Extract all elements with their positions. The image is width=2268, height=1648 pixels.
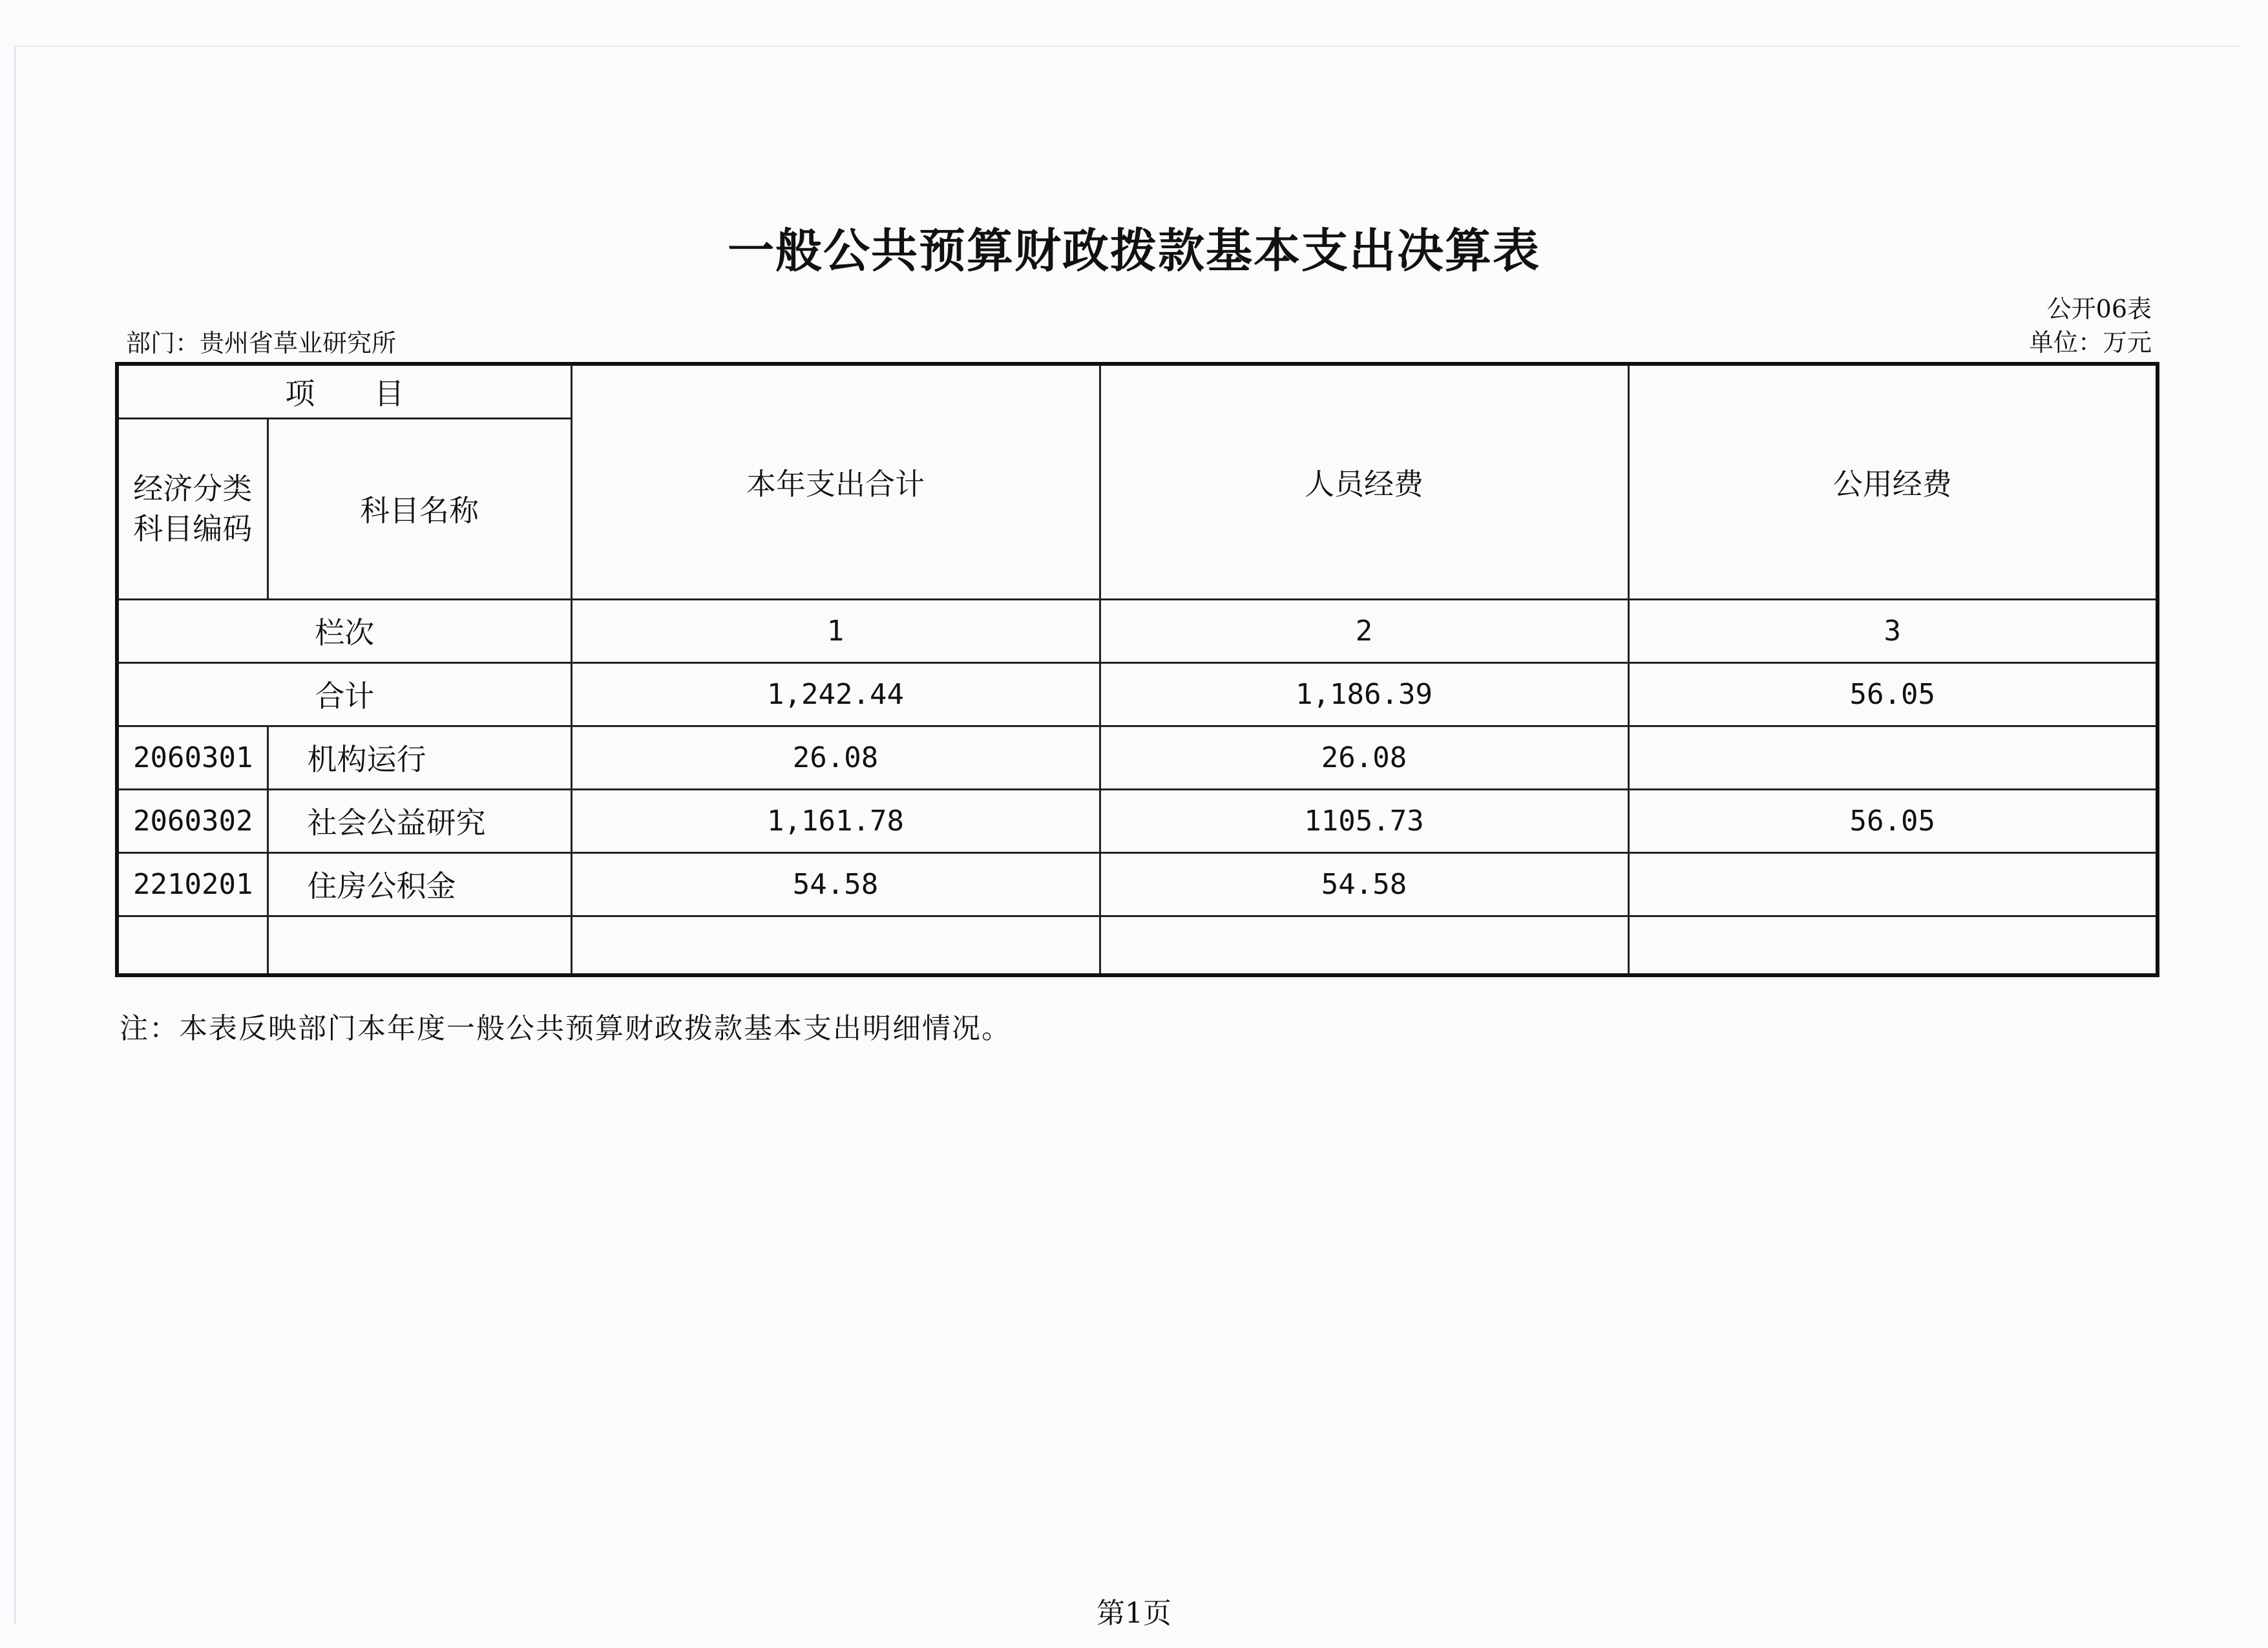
row-code: 2060302 xyxy=(117,789,268,852)
unit-label: 单位：万元 xyxy=(2028,328,2152,357)
sum-public: 56.05 xyxy=(1628,662,2158,726)
header-personnel: 人员经费 xyxy=(1100,364,1628,599)
row-total: 54.58 xyxy=(571,852,1100,916)
header-project: 项 目 xyxy=(117,364,571,418)
row-personnel: 1105.73 xyxy=(1100,789,1628,852)
row-total: 26.08 xyxy=(571,726,1100,789)
column-index-label: 栏次 xyxy=(117,599,571,662)
row-code: 2060301 xyxy=(117,726,268,789)
table-note: 注：本表反映部门本年度一般公共预算财政拨款基本支出明细情况。 xyxy=(120,1012,1011,1045)
table-row xyxy=(117,852,2158,916)
row-personnel: 54.58 xyxy=(1100,852,1628,916)
row-name: 住房公积金 xyxy=(268,852,571,916)
table-row xyxy=(117,726,2158,789)
sum-label: 合计 xyxy=(117,662,571,726)
sum-personnel: 1,186.39 xyxy=(1100,662,1628,726)
column-index-1: 1 xyxy=(571,599,1100,662)
row-personnel: 26.08 xyxy=(1100,726,1628,789)
row-public: 56.05 xyxy=(1628,789,2158,852)
row-total: 1,161.78 xyxy=(571,789,1100,852)
table-meta xyxy=(2029,292,2152,359)
row-name: 机构运行 xyxy=(268,726,571,789)
empty-cell xyxy=(117,916,268,975)
column-index-row xyxy=(117,599,2158,662)
document-title: 一般公共预算财政拨款基本支出决算表 xyxy=(727,223,1540,278)
header-total: 本年支出合计 xyxy=(571,364,1100,599)
department-label: 部门：贵州省草业研究所 xyxy=(126,329,397,357)
header-econ-code-line1: 经济分类 xyxy=(133,471,253,506)
header-econ-code-line2: 科目编码 xyxy=(133,511,253,546)
sum-row xyxy=(117,662,2158,726)
budget-table xyxy=(115,362,2159,977)
empty-cell xyxy=(1628,916,2158,975)
header-econ-code xyxy=(117,418,268,599)
column-index-3: 3 xyxy=(1628,599,2158,662)
column-index-2: 2 xyxy=(1100,599,1628,662)
empty-cell xyxy=(571,916,1100,975)
row-public xyxy=(1628,852,2158,916)
row-public xyxy=(1628,726,2158,789)
empty-cell xyxy=(1100,916,1628,975)
sum-total: 1,242.44 xyxy=(571,662,1100,726)
row-name: 社会公益研究 xyxy=(268,789,571,852)
page-number: 第1页 xyxy=(1097,1597,1171,1630)
table-code: 公开06表 xyxy=(2046,295,2152,323)
empty-cell xyxy=(268,916,571,975)
table-row xyxy=(117,789,2158,852)
row-code: 2210201 xyxy=(117,852,268,916)
header-row-1 xyxy=(117,364,2158,418)
header-subject-name: 科目名称 xyxy=(268,418,571,599)
header-public: 公用经费 xyxy=(1628,364,2158,599)
empty-row xyxy=(117,916,2158,975)
